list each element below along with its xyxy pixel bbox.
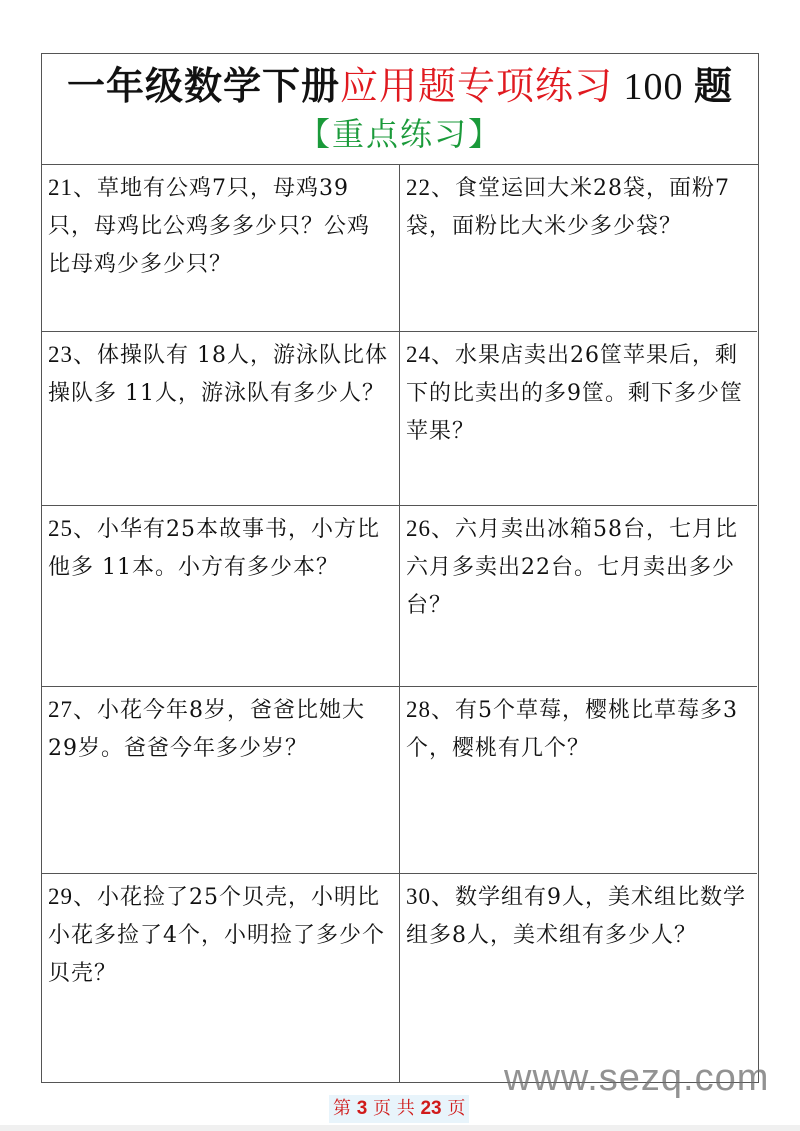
problem-cell-30 xyxy=(400,874,757,1082)
problem-text: 有5个草莓，樱桃比草莓多3个，樱桃有几个？ xyxy=(406,698,738,761)
problem-text: 小华有25本故事书，小方比他多 11本。小方有多少本？ xyxy=(48,517,380,580)
problem-cell-27 xyxy=(42,687,400,874)
bottom-divider xyxy=(0,1125,800,1131)
problem-cell-22 xyxy=(400,165,757,332)
page-suffix: 页 xyxy=(441,1098,466,1119)
problem-number: 27、 xyxy=(48,697,97,722)
problem-text: 数学组有9人，美术组比数学组多8人，美术组有多少人？ xyxy=(406,885,746,948)
problem-text: 六月卖出冰箱58台，七月比六月多卖出22台。七月卖出多少台？ xyxy=(406,517,738,618)
page-title xyxy=(42,64,758,109)
title-topic: 应用题专项练习 xyxy=(339,64,613,108)
problem-cell-25 xyxy=(42,506,400,687)
page-indicator xyxy=(329,1095,469,1123)
problem-cell-29 xyxy=(42,874,400,1082)
problem-number: 28、 xyxy=(406,697,455,722)
problem-cell-26 xyxy=(400,506,757,687)
problem-cell-24 xyxy=(400,332,757,506)
worksheet-table xyxy=(41,53,759,1083)
problem-grid xyxy=(42,165,758,1082)
problem-text: 小花今年8岁，爸爸比她大29岁。爸爸今年多少岁？ xyxy=(48,698,365,761)
problem-text: 食堂运回大米28袋，面粉7袋，面粉比大米少多少袋？ xyxy=(406,176,730,239)
current-page-number: 3 xyxy=(356,1098,368,1119)
problem-cell-21 xyxy=(42,165,400,332)
problem-number: 30、 xyxy=(406,884,455,909)
problem-text: 小花捡了25个贝壳，小明比小花多捡了4个，小明捡了多少个贝壳？ xyxy=(48,885,385,986)
page-middle: 页 共 xyxy=(367,1098,421,1119)
problem-number: 21、 xyxy=(48,175,97,200)
problem-number: 25、 xyxy=(48,516,97,541)
problem-number: 22、 xyxy=(406,175,455,200)
problem-number: 26、 xyxy=(406,516,455,541)
title-tail: 题 xyxy=(694,63,734,108)
page-subtitle: 【重点练习】 xyxy=(297,115,502,153)
site-watermark: www.sezq.com xyxy=(504,1057,770,1099)
problem-text: 体操队有 18人，游泳队比体操队多 11人，游泳队有多少人？ xyxy=(48,343,388,406)
problem-number: 29、 xyxy=(48,884,97,909)
title-count: 100 xyxy=(613,66,694,108)
total-pages-number: 23 xyxy=(420,1098,442,1119)
problem-text: 水果店卖出26筐苹果后，剩下的比卖出的多9筐。剩下多少筐苹果？ xyxy=(406,343,743,444)
title-grade: 一年级数学下册 xyxy=(66,63,340,108)
problem-number: 23、 xyxy=(48,342,97,367)
problem-cell-23 xyxy=(42,332,400,506)
page-prefix: 第 xyxy=(333,1098,357,1119)
problem-cell-28 xyxy=(400,687,757,874)
problem-number: 24、 xyxy=(406,342,455,367)
worksheet-header xyxy=(42,54,758,165)
problem-text: 草地有公鸡7只，母鸡39只，母鸡比公鸡多多少只？公鸡比母鸡少多少只？ xyxy=(48,176,371,277)
